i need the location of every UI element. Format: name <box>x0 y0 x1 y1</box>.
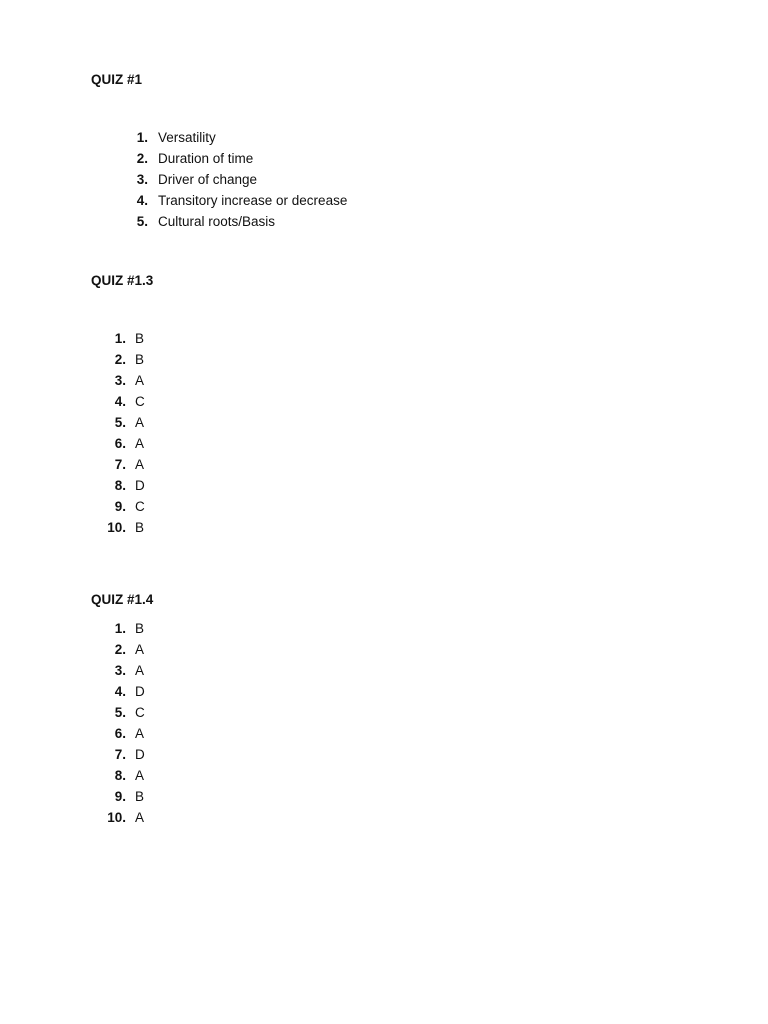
item-number: 6. <box>114 436 126 451</box>
list-item <box>82 328 145 349</box>
item-number: 8. <box>114 478 126 493</box>
list-item <box>82 744 145 765</box>
item-number: 7. <box>114 747 126 762</box>
item-text: A <box>135 768 145 783</box>
item-number: 2. <box>114 352 126 367</box>
item-number: 5. <box>136 214 148 229</box>
item-text: Transitory increase or decrease <box>158 193 348 208</box>
list-item <box>108 190 347 211</box>
item-text: B <box>135 331 145 346</box>
item-number: 10. <box>107 810 126 825</box>
quiz-1-3-list <box>82 328 145 538</box>
list-item <box>108 148 347 169</box>
list-item <box>82 391 145 412</box>
list-item <box>82 765 145 786</box>
item-number: 1. <box>114 331 126 346</box>
item-text: B <box>135 621 145 636</box>
item-number: 6. <box>114 726 126 741</box>
item-number: 4. <box>114 684 126 699</box>
item-text: Driver of change <box>158 172 258 187</box>
list-item <box>82 639 145 660</box>
item-number: 4. <box>136 193 148 208</box>
item-text: A <box>135 642 145 657</box>
item-number: 2. <box>136 151 148 166</box>
item-number: 3. <box>114 663 126 678</box>
list-item <box>82 475 145 496</box>
item-text: B <box>135 789 145 804</box>
item-number: 5. <box>114 705 126 720</box>
item-text: A <box>135 436 145 451</box>
item-number: 3. <box>114 373 126 388</box>
quiz-1-3-heading: QUIZ #1.3 <box>91 273 154 288</box>
item-text: A <box>135 415 145 430</box>
list-item <box>82 454 145 475</box>
item-number: 1. <box>136 130 148 145</box>
item-text: Cultural roots/Basis <box>158 214 276 229</box>
item-text: A <box>135 726 145 741</box>
item-text: C <box>135 499 145 514</box>
list-item <box>82 433 145 454</box>
list-item <box>82 660 145 681</box>
item-text: D <box>135 747 145 762</box>
item-text: C <box>135 394 145 409</box>
item-text: D <box>135 684 145 699</box>
list-item <box>108 169 347 190</box>
item-number: 9. <box>114 499 126 514</box>
item-number: 8. <box>114 768 126 783</box>
quiz-1-list <box>108 127 347 232</box>
list-item <box>82 517 145 538</box>
list-item <box>82 349 145 370</box>
item-text: B <box>135 520 145 535</box>
item-number: 5. <box>114 415 126 430</box>
quiz-1-4-heading: QUIZ #1.4 <box>91 592 154 607</box>
list-item <box>82 370 145 391</box>
list-item <box>82 496 145 517</box>
quiz-1-4-list <box>82 618 145 828</box>
item-text: A <box>135 663 145 678</box>
item-number: 2. <box>114 642 126 657</box>
list-item <box>82 702 145 723</box>
item-text: Versatility <box>158 130 216 145</box>
item-number: 4. <box>114 394 126 409</box>
item-number: 10. <box>107 520 126 535</box>
item-text: A <box>135 457 145 472</box>
item-text: Duration of time <box>158 151 254 166</box>
list-item <box>82 618 145 639</box>
item-number: 3. <box>136 172 148 187</box>
list-item <box>82 412 145 433</box>
quiz-1-heading: QUIZ #1 <box>91 72 143 87</box>
item-text: C <box>135 705 145 720</box>
list-item <box>82 723 145 744</box>
list-item <box>108 127 347 148</box>
item-text: A <box>135 810 145 825</box>
item-text: A <box>135 373 145 388</box>
item-text: B <box>135 352 145 367</box>
list-item <box>108 211 347 232</box>
list-item <box>82 681 145 702</box>
list-item <box>82 786 145 807</box>
item-number: 9. <box>114 789 126 804</box>
item-number: 1. <box>114 621 126 636</box>
item-number: 7. <box>114 457 126 472</box>
item-text: D <box>135 478 145 493</box>
list-item <box>82 807 145 828</box>
